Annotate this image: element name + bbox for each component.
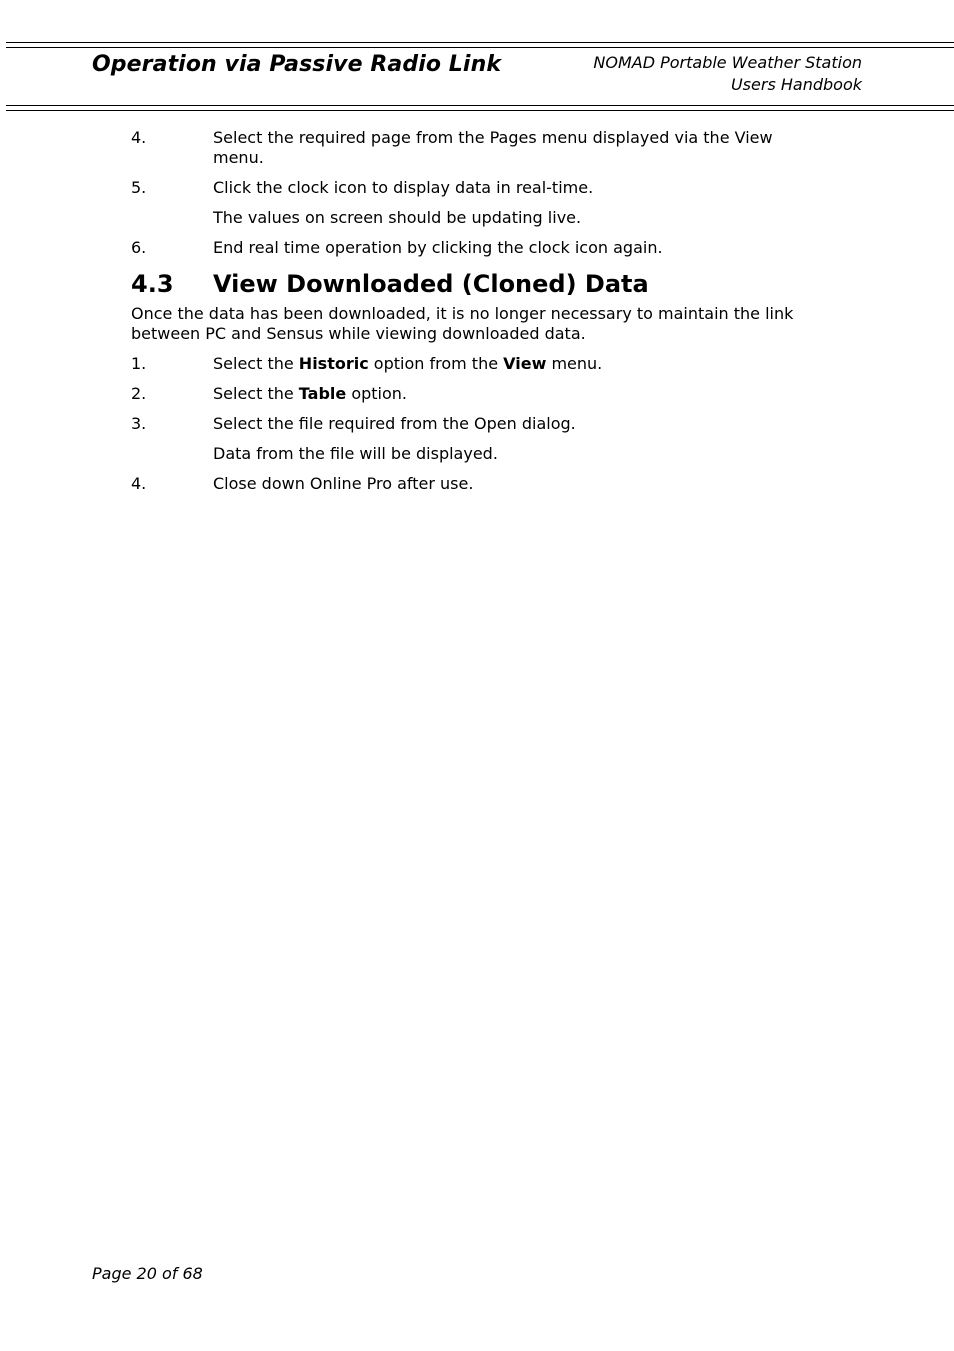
- header-rule-bottom-2: [6, 110, 954, 111]
- header-rule-bottom-1: [6, 105, 954, 106]
- step-text: Select the Table option.: [213, 384, 407, 403]
- emphasis-historic: Historic: [298, 354, 369, 373]
- step-note: The values on screen should be updating live.: [213, 208, 582, 227]
- step-number: 5.: [131, 178, 147, 197]
- emphasis-table: Table: [298, 384, 347, 403]
- list-item: [131, 238, 821, 258]
- list-item: [131, 354, 821, 374]
- step-number: 4.: [131, 128, 147, 147]
- step-note: Data from the file will be displayed.: [213, 444, 498, 463]
- page-content: [131, 128, 821, 504]
- header-rule-top-1: [6, 42, 954, 43]
- step-text: Click the clock icon to display data in real-time.: [213, 178, 594, 197]
- section-intro: Once the data has been downloaded, it is no longer necessary to maintain the link between PC and Sensus while viewing downloaded data.: [131, 304, 794, 343]
- step-text: Select the file required from the Open dialog.: [213, 414, 576, 433]
- emphasis-view: View: [503, 354, 547, 373]
- step-text: Select the Historic option from the View menu.: [213, 354, 603, 373]
- header-document: Users Handbook: [730, 75, 862, 94]
- page-number: Page 20 of 68: [92, 1264, 203, 1283]
- list-item: [131, 474, 821, 494]
- section-title: View Downloaded (Cloned) Data: [213, 270, 649, 298]
- list-item: [131, 384, 821, 404]
- header-rule-top-2: [6, 47, 954, 48]
- section-number: 4.3: [131, 270, 174, 298]
- step-text: End real time operation by clicking the clock icon again.: [213, 238, 663, 257]
- step-text: Close down Online Pro after use.: [213, 474, 474, 493]
- step-number: 2.: [131, 384, 147, 403]
- header-title: Operation via Passive Radio Link: [92, 52, 502, 77]
- list-item: [131, 414, 821, 434]
- step-number: 4.: [131, 474, 147, 493]
- list-item: [131, 128, 821, 168]
- step-number: 3.: [131, 414, 147, 433]
- header-product: NOMAD Portable Weather Station: [593, 53, 862, 72]
- step-number: 1.: [131, 354, 147, 373]
- section-heading: [131, 270, 821, 298]
- list-item: [131, 178, 821, 198]
- header-subtitle: [593, 52, 862, 96]
- step-number: 6.: [131, 238, 147, 257]
- step-text: Select the required page from the Pages menu displayed via the View menu.: [213, 128, 773, 167]
